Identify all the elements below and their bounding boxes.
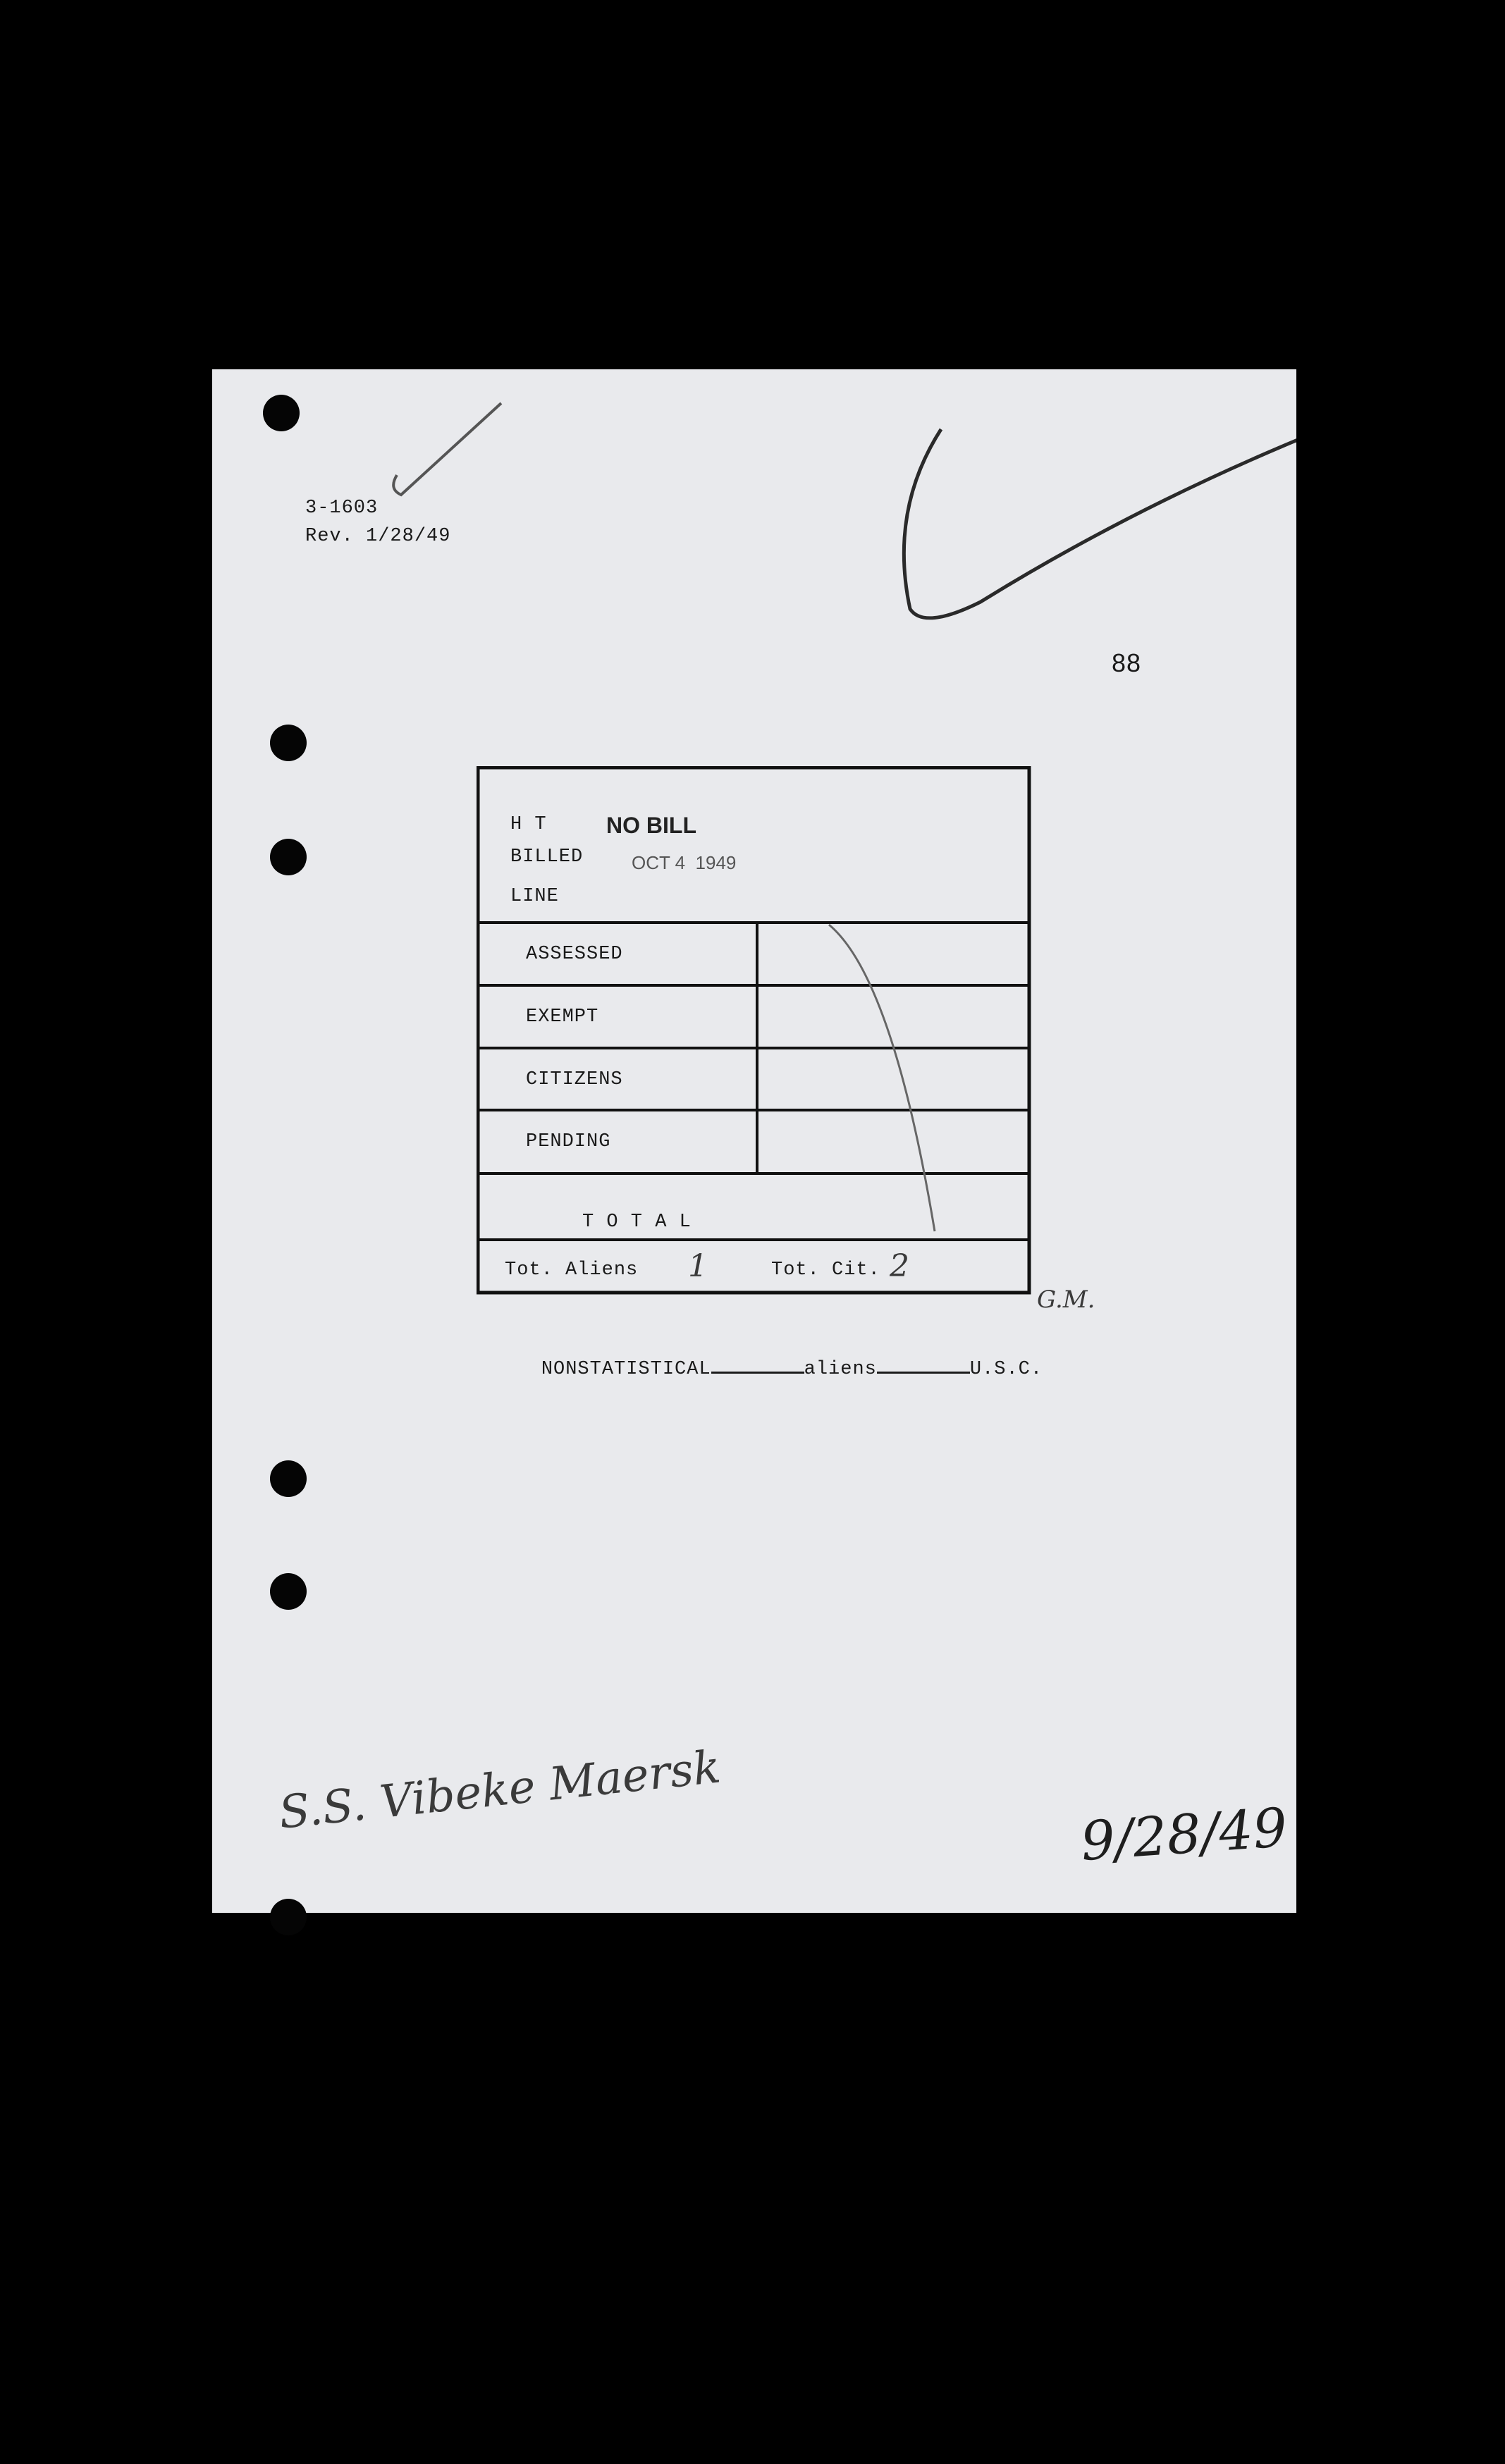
usc-label: U.S.C. [969, 1359, 1043, 1380]
billed-label: BILLED [510, 846, 584, 868]
tot-cit-value: 2 [890, 1248, 909, 1284]
nonstatistical-line [493, 1335, 1043, 1401]
tot-aliens-label: Tot. Aliens [505, 1259, 639, 1281]
pencil-mark [829, 925, 935, 1231]
tot-cit-label: Tot. Cit. [771, 1259, 880, 1281]
ht-label: H T [510, 814, 547, 835]
usc-blank [877, 1356, 970, 1374]
total-label: T O T A L [582, 1212, 692, 1233]
tot-aliens-value: 1 [688, 1248, 708, 1284]
form-revision: Rev. 1/28/49 [305, 526, 451, 547]
row-exempt: EXEMPT [526, 1006, 599, 1028]
large-check-mark [904, 429, 1296, 618]
form-number: 3-1603 [305, 498, 379, 519]
date-stamp: OCT 4 1949 [632, 852, 737, 873]
page-number: 88 [1112, 648, 1142, 677]
line-label: LINE [510, 886, 559, 907]
row-pending: PENDING [526, 1131, 611, 1152]
row-citizens: CITIZENS [526, 1069, 623, 1090]
row-assessed: ASSESSED [526, 944, 623, 965]
document-page [212, 369, 1296, 1913]
initials: G.M. [1037, 1286, 1095, 1314]
billing-form [477, 766, 1033, 1302]
no-bill-stamp: NO BILL [606, 813, 696, 838]
aliens-label: aliens [804, 1359, 877, 1380]
small-check-mark [393, 403, 501, 495]
ship-name: S.S. Vibeke Maersk [276, 1741, 723, 1840]
handwritten-date: 9/28/49 [1079, 1795, 1289, 1873]
aliens-blank [711, 1356, 804, 1374]
nonstatistical-label: NONSTATISTICAL [541, 1359, 711, 1380]
